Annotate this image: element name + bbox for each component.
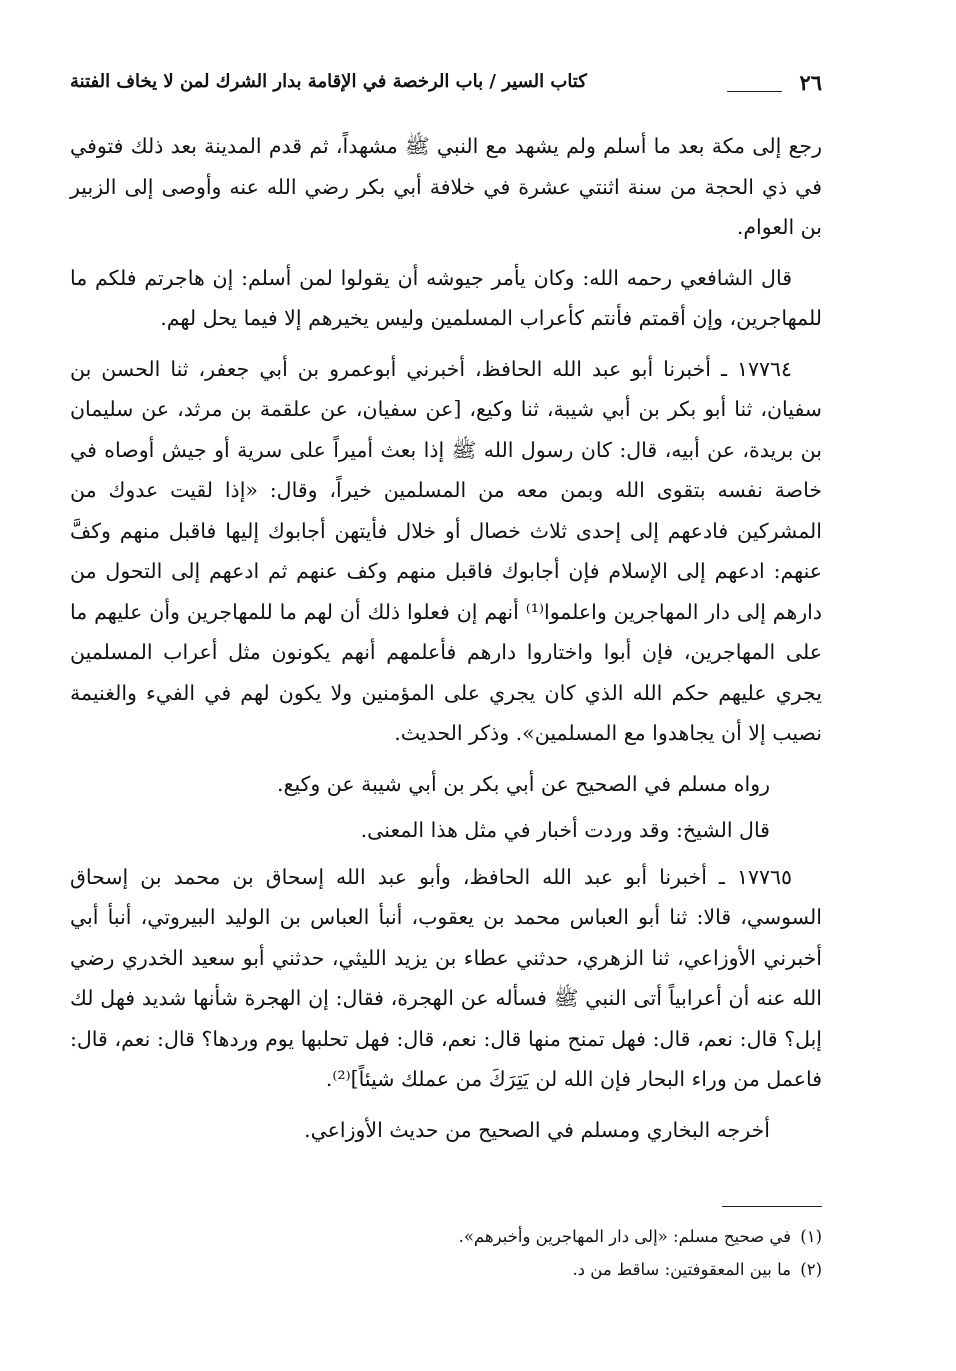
footnote <box>459 1253 822 1286</box>
paragraph: رواه مسلم في الصحيح عن أبي بكر بن أبي شيبة عن وكيع. <box>277 771 770 796</box>
page-number: ٢٦ <box>799 70 822 95</box>
footnote-number: (٢) <box>800 1260 822 1279</box>
running-title: كتاب السير / باب الرخصة في الإقامة بدار الشرك لمن لا يخاف الفتنة <box>70 71 587 92</box>
paragraph: قال الشيخ: وقد وردت أخبار في مثل هذا المعنى. <box>360 818 770 842</box>
hadith-paragraph: ١٧٧٦٤ ـ أخبرنا أبو عبد الله الحافظ، أخبرني أبوعمرو بن أبي جعفر، ثنا الحسن بن سفيان، ثنا أبو بكر بن أبي شيبة، ثنا وكيع، [عن سفيان، عن علقمة بن مرثد، عن سليمان بن بريدة، عن أبيه، قال: كان رسول الله ﷺ إذا بعث أميراً على سرية أو جيش أوصاه في خاصة نفسه بتقوى الله وبمن معه من المسلمين خيراً، وقال: «إذا لقيت عدوك من المشركين فادعهم إلى إحدى ثلاث خصال أو خلال فأيتهن أجابوك إليها فاقبل منهم وكفَّ عنهم: ادعهم إلى الإسلام فإن أجابوك فاقبل منهم وكف عنهم ثم ادعهم إلى التحول من دارهم إلى دار المهاجرين واعلموا⁽¹⁾ أنهم إن فعلوا ذلك أن لهم ما للمهاجرين وأن عليهم ما على المهاجرين، فإن أبوا واختاروا دارهم فأعلمهم أنهم يكونون مثل أعراب المسلمين يجري عليهم حكم الله الذي كان يجري على المؤمنين ولا يكون لهم في الفيء والغنيمة نصيب إلا أن يجاهدوا مع المسلمين». وذكر الحديث. <box>70 356 822 745</box>
hadith-paragraph: ١٧٧٦٥ ـ أخبرنا أبو عبد الله الحافظ، وأبو عبد الله إسحاق بن محمد بن إسحاق السوسي، قالا: ثنا أبو العباس محمد بن يعقوب، أنبأ العباس بن الوليد البيروتي، أنبأ أبي أخبرني الأوزاعي، ثنا الزهري، حدثني عطاء بن يزيد الليثي، حدثني أبو سعيد الخدري رضي الله عنه أن أعرابياً أتى النبي ﷺ فسأله عن الهجرة، فقال: إن الهجرة شأنها شديد فهل لك إبل؟ قال: نعم، قال: فهل تمنح منها قال: نعم، قال: فهل تحلبها يوم وردها؟ قال: نعم، قال: فاعمل من وراء البحار فإن الله لن يَتِرَكَ من عملك شيئاً]⁽²⁾. <box>70 864 822 1091</box>
footnote <box>459 1220 822 1253</box>
paragraph: أخرجه البخاري ومسلم في الصحيح من حديث الأوزاعي. <box>304 1117 770 1142</box>
paragraph: قال الشافعي رحمه الله: وكان يأمر جيوشه أن يقولوا لمن أسلم: إن هاجرتم فلكم ما للمهاجرين، وإن أقمتم فأنتم كأعراب المسلمين وليس يخيرهم إلا فيما يحل لهم. <box>70 265 822 330</box>
footnote-rule <box>722 1206 822 1207</box>
paragraph: رجع إلى مكة بعد ما أسلم ولم يشهد مع النبي ﷺ مشهداً، ثم قدم المدينة بعد ذلك فتوفي في ذي الحجة من سنة اثنتي عشرة في خلافة أبي بكر رضي الله عنه وأوصى إلى الزبير بن العوام. <box>70 134 822 239</box>
footnote-text: ما بين المعقوفتين: ساقط من د. <box>572 1260 791 1279</box>
page-header <box>70 70 822 104</box>
book-page <box>70 70 822 1279</box>
footnote-number: (١) <box>800 1227 822 1246</box>
footnotes <box>459 1220 822 1286</box>
header-rule <box>727 91 782 92</box>
footnote-text: في صحيح مسلم: «إلى دار المهاجرين وأخبرهم». <box>458 1227 791 1246</box>
body-text <box>70 126 822 1150</box>
